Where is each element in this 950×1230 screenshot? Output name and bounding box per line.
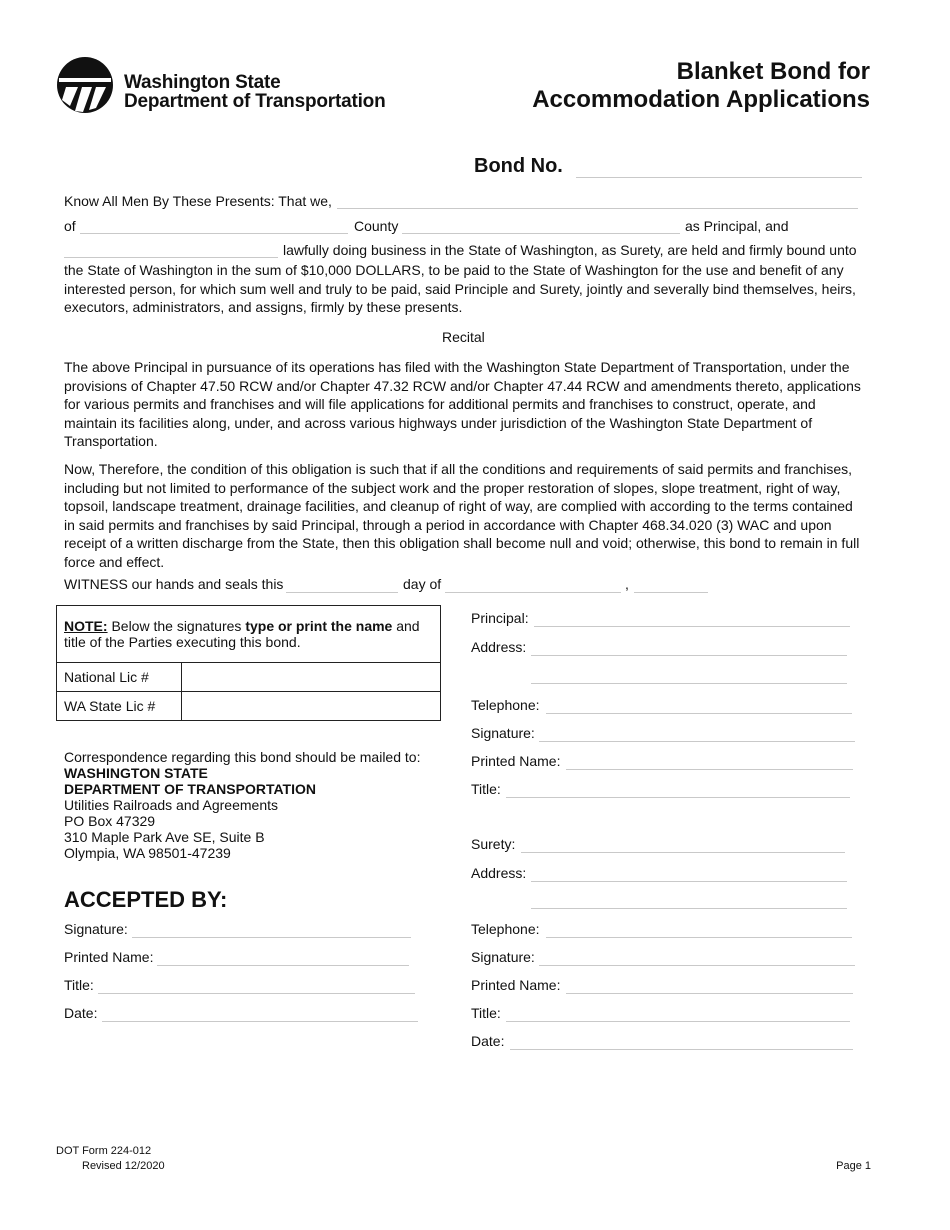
- county-label: County: [354, 218, 399, 234]
- note-label: NOTE:: [64, 618, 108, 634]
- surety-field[interactable]: [521, 852, 845, 853]
- surety-date-field[interactable]: [510, 1049, 853, 1050]
- accepted-signature-label: Signature:: [64, 921, 128, 937]
- accepted-printed-name-field[interactable]: [157, 965, 409, 966]
- witness-year-field[interactable]: [634, 592, 708, 593]
- principal-address-label: Address:: [471, 639, 527, 655]
- principal-field[interactable]: [534, 626, 850, 627]
- accepted-date-label: Date:: [64, 1005, 98, 1021]
- title-line2: Accommodation Applications: [532, 86, 870, 113]
- principal-telephone-field[interactable]: [546, 713, 852, 714]
- accepted-heading: ACCEPTED BY:: [64, 887, 228, 912]
- correspondence-city: Olympia, WA 98501-47239: [64, 845, 231, 861]
- accepted-title-label: Title:: [64, 977, 94, 993]
- surety-date-label: Date:: [471, 1033, 505, 1049]
- surety-label: Surety:: [471, 836, 516, 852]
- principal-printed-name-field[interactable]: [566, 769, 853, 770]
- surety-text-line1: lawfully doing business in the State of Washington, as Surety, are held and firmly bound unto: [283, 242, 857, 258]
- principal-signature-label: Signature:: [471, 725, 535, 741]
- state-lic-label: WA State Lic #: [57, 692, 182, 721]
- city-field[interactable]: [80, 233, 348, 234]
- recital-heading: Recital: [442, 329, 485, 345]
- principal-address-field[interactable]: [531, 655, 847, 656]
- note-cell: [57, 606, 441, 663]
- page-title: [532, 58, 870, 114]
- surety-address-field-2[interactable]: [531, 908, 847, 909]
- correspondence-block: [64, 749, 420, 861]
- surety-title-field[interactable]: [506, 1021, 850, 1022]
- national-lic-label: National Lic #: [57, 663, 182, 692]
- form-revised: Revised 12/2020: [82, 1160, 165, 1172]
- agency-line2: Department of Transportation: [124, 91, 386, 112]
- principal-telephone-label: Telephone:: [471, 697, 540, 713]
- accepted-title-field[interactable]: [98, 993, 415, 994]
- title-line1: Blanket Bond for: [676, 58, 870, 85]
- national-lic-field[interactable]: [182, 663, 441, 692]
- wsdot-logo-icon: [56, 56, 114, 114]
- principal-printed-name-label: Printed Name:: [471, 753, 561, 769]
- state-lic-field[interactable]: [182, 692, 441, 721]
- county-field[interactable]: [402, 233, 680, 234]
- surety-telephone-field[interactable]: [546, 937, 852, 938]
- surety-address-label: Address:: [471, 865, 527, 881]
- accepted-signature-field[interactable]: [132, 937, 411, 938]
- surety-telephone-label: Telephone:: [471, 921, 540, 937]
- principal-title-label: Title:: [471, 781, 501, 797]
- know-all-text: Know All Men By These Presents: That we,: [64, 193, 332, 209]
- correspondence-intro: Correspondence regarding this bond should be mailed to:: [64, 749, 421, 765]
- principal-address-field-2[interactable]: [531, 683, 847, 684]
- principal-name-field[interactable]: [337, 208, 858, 209]
- note-text2: and title of the Parties executing this bond.: [64, 618, 420, 650]
- surety-signature-field[interactable]: [539, 965, 855, 966]
- surety-signature-label: Signature:: [471, 949, 535, 965]
- correspondence-org2: DEPARTMENT OF TRANSPORTATION: [64, 781, 316, 797]
- surety-name-field[interactable]: [64, 257, 278, 258]
- surety-printed-name-field[interactable]: [566, 993, 853, 994]
- recital-para2: Now, Therefore, the condition of this obligation is such that if all the conditions and requirements of said permits and franchises, including but not limited to performance of the subject work and the proper restoration of slopes, slope treatment, right of way, topsoil, landscape treatment, drainage facilities, and cleanup of right of way, are complied with according to the terms contained in said permits and franchises by said Principal, through a period in accordance with Chapter 468.34.020 (3) WAC and upon receipt of a written discharge from the State, then this obligation shall become null and void; otherwise, this bond to remain in full force and effect.: [64, 461, 860, 570]
- of-label: of: [64, 218, 76, 234]
- witness-month-field[interactable]: [445, 592, 621, 593]
- principal-signature-field[interactable]: [539, 741, 855, 742]
- bond-no-field[interactable]: [576, 177, 862, 178]
- agency-name: [124, 73, 385, 111]
- principal-title-field[interactable]: [506, 797, 850, 798]
- surety-text-rest: the State of Washington in the sum of $10,000 DOLLARS, to be paid to the State of Washington for the use and benefit of any interested person, for which sum well and truly to be paid, said Principle and Surety, jointly and severally bind themselves, heirs, executors, administrators, and assigns, firmly by these presents.: [64, 262, 856, 316]
- accepted-printed-name-label: Printed Name:: [64, 949, 154, 965]
- correspondence-pobox: PO Box 47329: [64, 813, 156, 829]
- page-number: Page 1: [836, 1160, 871, 1172]
- correspondence-office: Utilities Railroads and Agreements: [64, 797, 278, 813]
- surety-printed-name-label: Printed Name:: [471, 977, 561, 993]
- principal-and-text: as Principal, and: [685, 218, 789, 234]
- note-text1: Below the signatures: [107, 618, 246, 634]
- note-table: [56, 605, 441, 721]
- recital-para1: The above Principal in pursuance of its operations has filed with the Washington State Department of Transportation, under the provisions of Chapter 47.50 RCW and/or Chapter 47.32 RCW and/or Chapter 47.44 RCW and amendments thereto, applications for various permits and franchises and will file applications for additional permits and franchises to construct, operate, and maintain its facilities along, under, and across various highways under jurisdiction of the Washington State Department of Transportation.: [64, 359, 861, 450]
- agency-line1: Washington State: [124, 72, 281, 93]
- surety-title-label: Title:: [471, 1005, 501, 1021]
- correspondence-org1: WASHINGTON STATE: [64, 765, 208, 781]
- witness-text: WITNESS our hands and seals this: [64, 576, 284, 592]
- accepted-date-field[interactable]: [102, 1021, 418, 1022]
- principal-label: Principal:: [471, 610, 529, 626]
- form-number: DOT Form 224-012: [56, 1145, 152, 1157]
- witness-comma: ,: [625, 576, 629, 592]
- bond-no-label: Bond No.: [474, 155, 563, 177]
- note-bold-text: type or print the name: [245, 618, 393, 634]
- day-of-text: day of: [403, 576, 442, 592]
- surety-address-field[interactable]: [531, 881, 847, 882]
- witness-day-field[interactable]: [286, 592, 398, 593]
- correspondence-street: 310 Maple Park Ave SE, Suite B: [64, 829, 265, 845]
